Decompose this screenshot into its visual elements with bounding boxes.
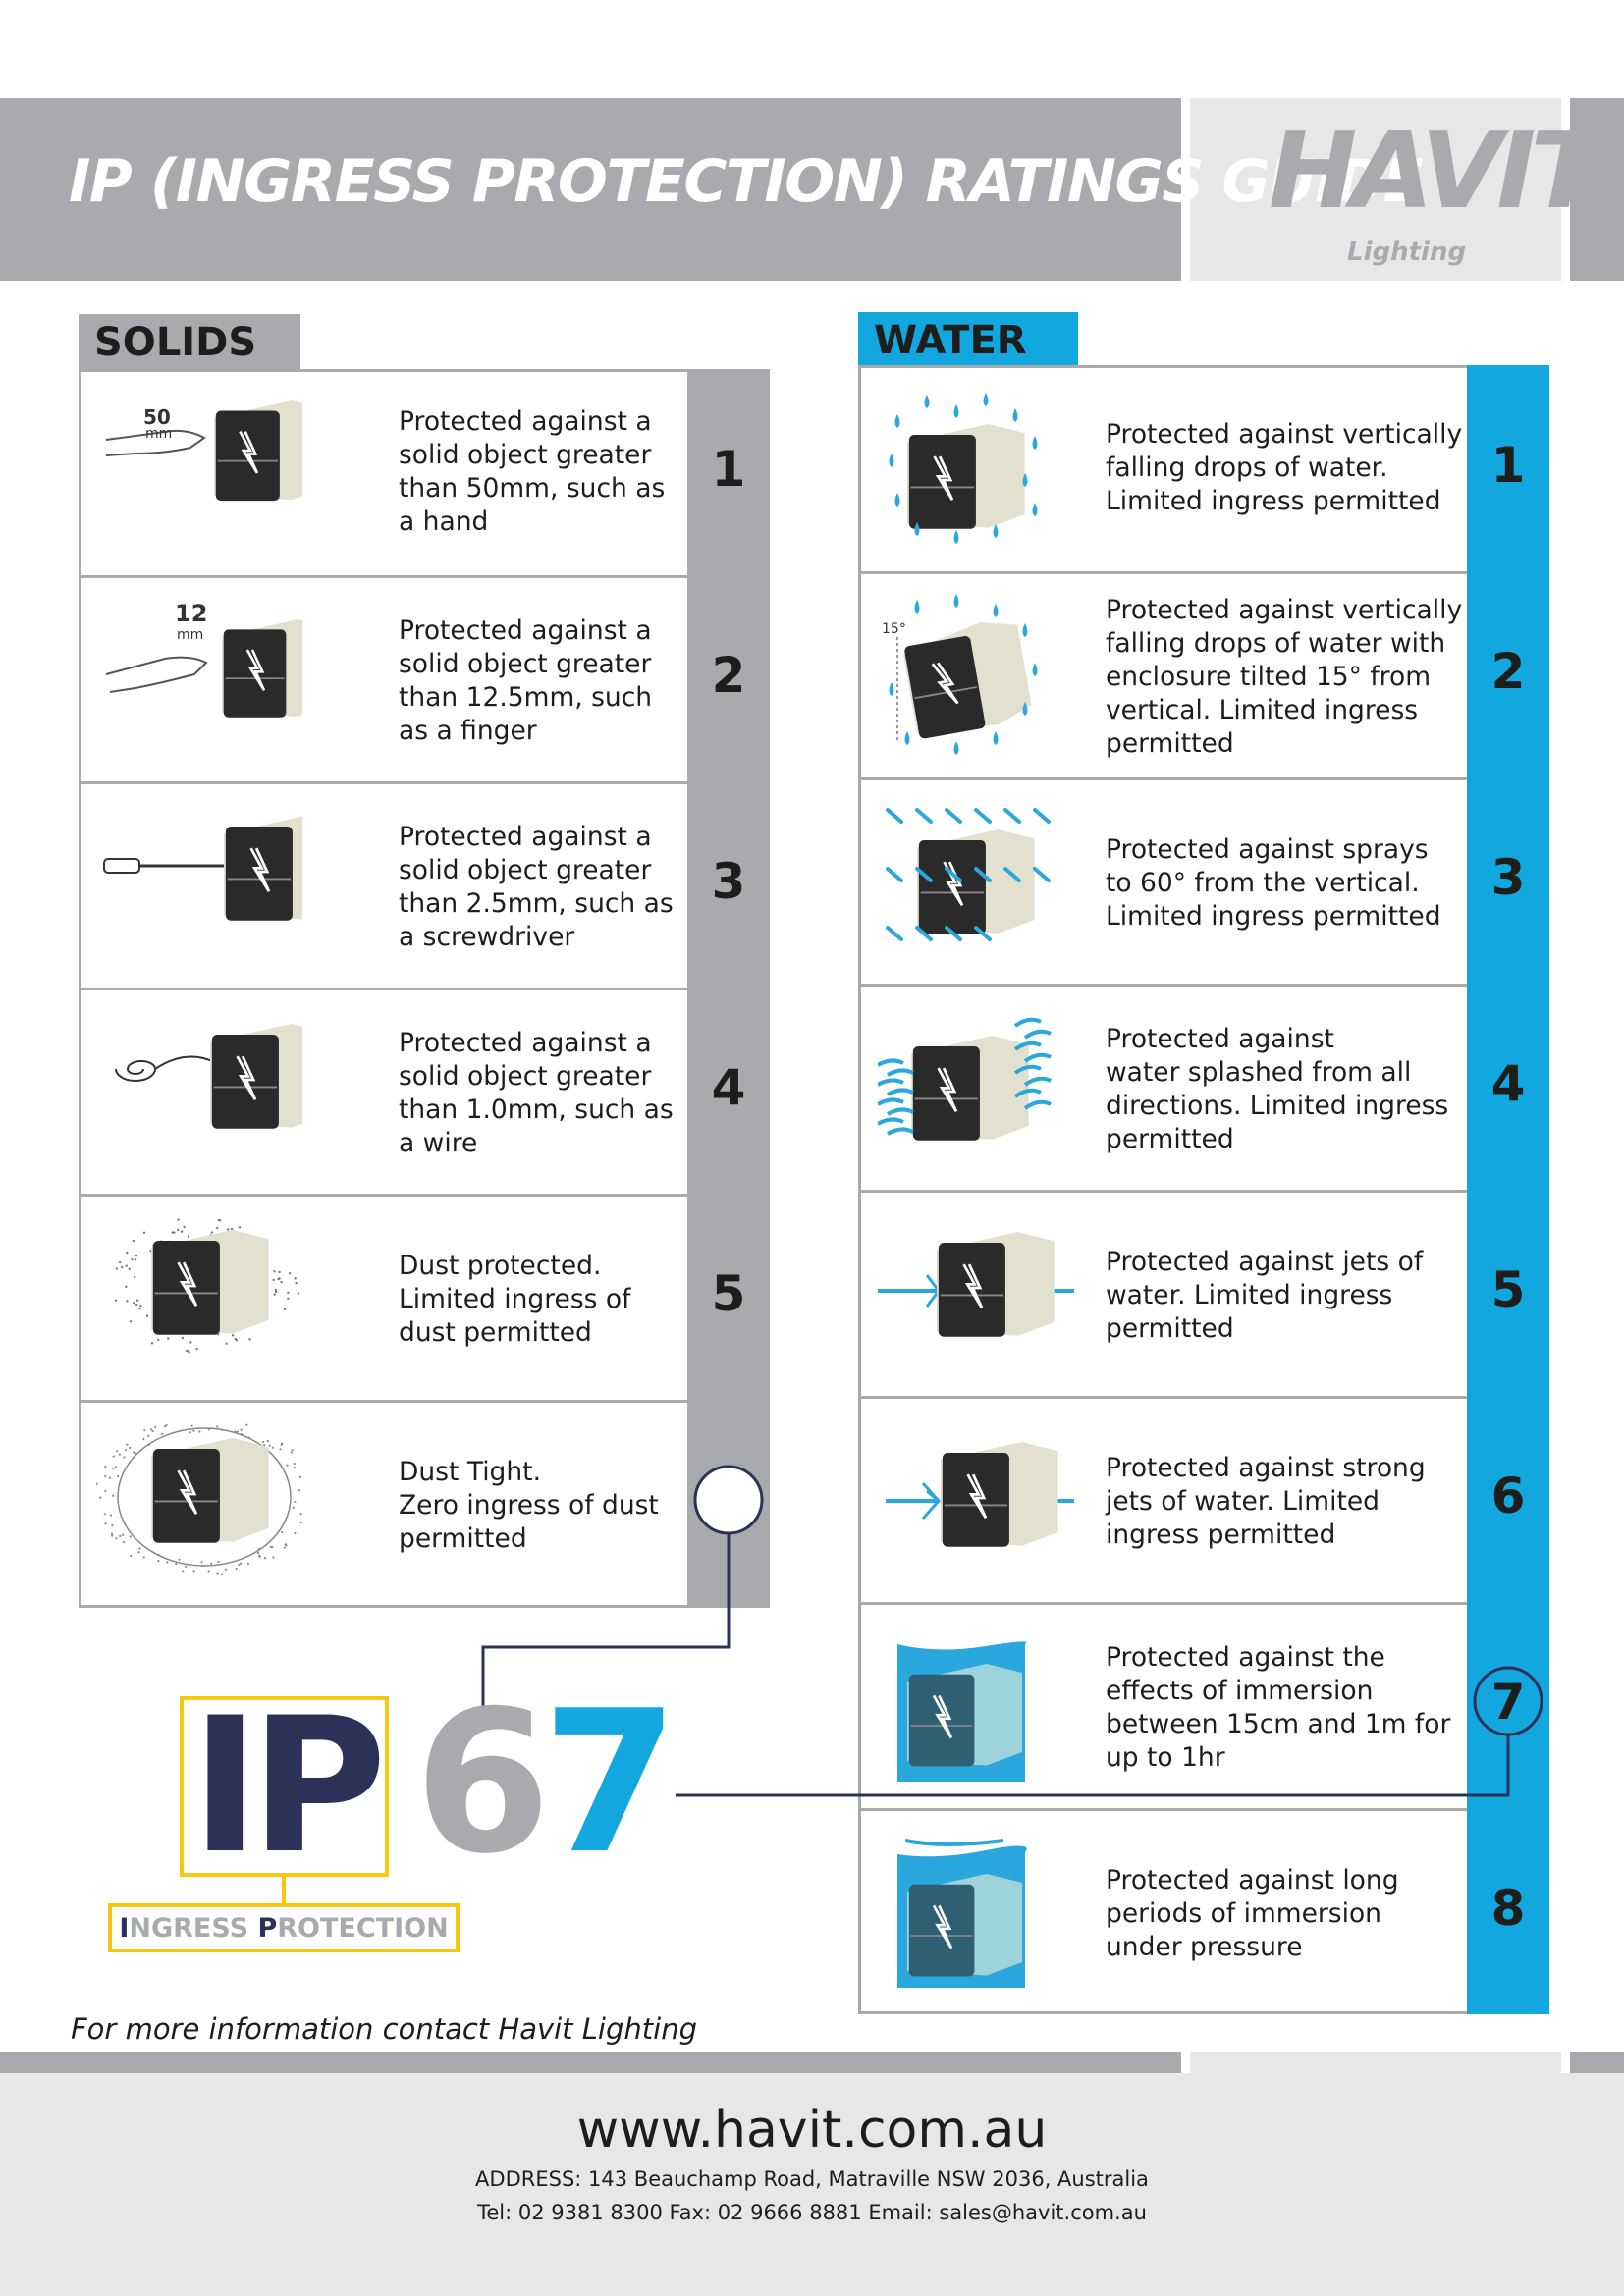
description-line: permitted [1106, 1124, 1234, 1154]
water-rating-number: 5 [1490, 1261, 1526, 1318]
description-line: vertical. Limited ingress [1106, 695, 1419, 725]
description-line: solid object greater [399, 855, 652, 885]
description-line: Protected against sprays [1106, 834, 1429, 865]
svg-text:12: 12 [175, 600, 208, 627]
ip-digit-solids: 6 [414, 1669, 552, 1897]
description-line: than 1.0mm, such as [399, 1095, 674, 1125]
page-title: IP (INGRESS PROTECTION) RATINGS GUIDE [69, 147, 1422, 216]
water-rating-number: 1 [1490, 437, 1526, 494]
description-line: Zero ingress of dust [399, 1490, 659, 1521]
description-line: directions. Limited ingress [1106, 1091, 1449, 1121]
description-line: permitted [1106, 1313, 1234, 1344]
label-letter-p: P [257, 1913, 278, 1944]
description-line: permitted [399, 1523, 527, 1554]
water-rating-number: 2 [1490, 643, 1526, 700]
description-line: Protected against a [399, 406, 652, 437]
description-line: Protected against vertically [1106, 419, 1463, 450]
website-link[interactable]: www.havit.com.au [576, 2101, 1048, 2160]
logo: HAVIT [1269, 110, 1597, 233]
water-rating-number: 4 [1490, 1055, 1526, 1112]
water-rating-number: 3 [1490, 849, 1526, 906]
footer-address: ADDRESS: 143 Beauchamp Road, Matraville NSW 2036, Australia [475, 2167, 1149, 2191]
description-line: than 2.5mm, such as [399, 888, 674, 919]
ingress-protection-label [108, 1903, 460, 1952]
description-line: Protected against a [399, 822, 652, 852]
description-line: water splashed from all [1106, 1057, 1412, 1088]
description-line: enclosure tilted 15° from [1106, 662, 1432, 692]
description-line: Dust Tight. [399, 1457, 541, 1487]
description-line: Protected against long [1106, 1865, 1399, 1896]
svg-text:50: 50 [143, 405, 171, 429]
solids-rating-number: 3 [711, 853, 746, 910]
description-line: jets of water. Limited [1106, 1486, 1380, 1517]
water-rating-number: 7 [1490, 1674, 1526, 1731]
footer-bar-mid [1190, 2052, 1561, 2073]
label-letter-i: I [119, 1913, 130, 1944]
description-line: solid object greater [399, 1061, 652, 1092]
description-line: Dust protected. [399, 1251, 602, 1281]
contact-note: For more information contact Havit Lighting [71, 2012, 697, 2046]
description-line: falling drops of water with [1106, 628, 1446, 659]
description-line: under pressure [1106, 1932, 1303, 1962]
description-line: solid object greater [399, 440, 652, 470]
solids-tab: SOLIDS [79, 314, 300, 369]
label-text-ngress: NGRESS [129, 1913, 258, 1944]
svg-text:mm: mm [177, 627, 204, 643]
description-line: effects of immersion [1106, 1676, 1374, 1706]
description-line: a screwdriver [399, 922, 575, 952]
description-line: Protected against strong [1106, 1453, 1426, 1483]
description-line: than 50mm, such as [399, 473, 666, 504]
description-line: Limited ingress permitted [1106, 486, 1441, 516]
description-line: solid object greater [399, 649, 652, 679]
description-line: Protected against [1106, 1024, 1334, 1054]
ip-letters: IP [190, 1678, 377, 1895]
description-line: Limited ingress permitted [1106, 901, 1441, 932]
description-line: ingress permitted [1106, 1520, 1336, 1550]
description-line: falling drops of water. [1106, 453, 1388, 483]
description-line: between 15cm and 1m for [1106, 1709, 1451, 1739]
solids-rating-number: 2 [711, 647, 746, 704]
logo-subtitle: Lighting [1347, 238, 1467, 267]
description-line: up to 1hr [1106, 1742, 1225, 1773]
description-line: Limited ingress of [399, 1284, 631, 1314]
description-line: a wire [399, 1128, 478, 1158]
label-text-rotection: ROTECTION [277, 1913, 449, 1944]
svg-text:mm: mm [145, 426, 173, 442]
water-tab: WATER [858, 312, 1078, 367]
svg-text:15°: 15° [882, 621, 906, 637]
solids-rating-number: 4 [711, 1059, 746, 1116]
description-line: dust permitted [399, 1317, 592, 1348]
description-line: water. Limited ingress [1106, 1280, 1393, 1310]
description-line: Protected against a [399, 1028, 652, 1058]
description-line: than 12.5mm, such [399, 682, 653, 713]
footer-contact: Tel: 02 9381 8300 Fax: 02 9666 8881 Email: sales@havit.com.au [477, 2201, 1147, 2224]
footer-bar-end [1570, 2052, 1624, 2073]
description-line: permitted [1106, 728, 1234, 759]
description-line: a hand [399, 507, 489, 537]
footer-bar [0, 2052, 1181, 2073]
description-line: Protected against vertically [1106, 595, 1463, 625]
solids-rating-number: 5 [711, 1265, 746, 1322]
water-rating-number: 8 [1490, 1880, 1526, 1937]
water-rating-number: 6 [1490, 1468, 1526, 1524]
description-line: periods of immersion [1106, 1898, 1381, 1929]
description-line: as a finger [399, 716, 537, 746]
description-line: Protected against jets of [1106, 1247, 1424, 1277]
solids-rating-number: 1 [711, 441, 746, 498]
description-line: to 60° from the vertical. [1106, 868, 1420, 898]
ip-digit-water: 7 [542, 1669, 679, 1897]
description-line: Protected against the [1106, 1642, 1385, 1673]
description-line: Protected against a [399, 615, 652, 646]
